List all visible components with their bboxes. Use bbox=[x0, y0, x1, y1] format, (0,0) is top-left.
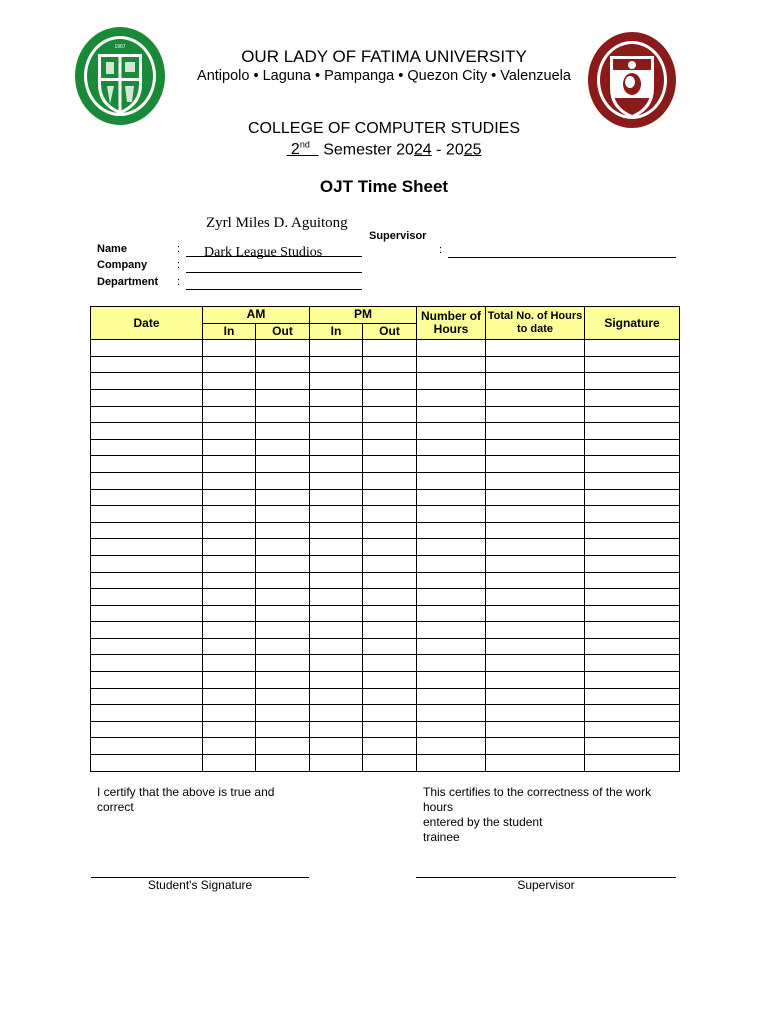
total-hours-cell[interactable] bbox=[486, 389, 585, 406]
table-row bbox=[91, 721, 680, 738]
total-hours-cell[interactable] bbox=[486, 506, 585, 523]
date-cell[interactable] bbox=[91, 605, 203, 622]
time-sheet-table bbox=[90, 306, 680, 772]
am-out-cell[interactable] bbox=[256, 688, 310, 705]
number-of-hours-cell[interactable] bbox=[417, 655, 486, 672]
total-hours-cell[interactable] bbox=[486, 522, 585, 539]
pm-in-cell[interactable] bbox=[310, 688, 363, 705]
student-certification: I certify that the above is true and correct bbox=[97, 785, 275, 814]
pm-in-cell[interactable] bbox=[310, 456, 363, 473]
pm-in-cell[interactable] bbox=[310, 655, 363, 672]
total-hours-cell[interactable] bbox=[486, 738, 585, 755]
number-of-hours-cell[interactable] bbox=[417, 506, 486, 523]
signature-header: Signature bbox=[585, 307, 680, 340]
pm-in-cell[interactable] bbox=[310, 721, 363, 738]
date-cell[interactable] bbox=[91, 622, 203, 639]
am-out-cell[interactable] bbox=[256, 755, 310, 772]
number-of-hours-cell[interactable] bbox=[417, 423, 486, 440]
total-hours-cell[interactable] bbox=[486, 555, 585, 572]
signature-cell[interactable] bbox=[585, 472, 680, 489]
pm-out-cell[interactable] bbox=[363, 672, 417, 689]
company-field-line[interactable] bbox=[186, 272, 362, 273]
date-cell[interactable] bbox=[91, 373, 203, 390]
pm-in-cell[interactable] bbox=[310, 373, 363, 390]
am-in-cell[interactable] bbox=[203, 755, 256, 772]
table-row bbox=[91, 672, 680, 689]
year-separator: - 20 bbox=[431, 141, 464, 159]
pm-in-cell[interactable] bbox=[310, 522, 363, 539]
table-row bbox=[91, 539, 680, 556]
am-in-cell[interactable] bbox=[203, 506, 256, 523]
department-field-line[interactable] bbox=[186, 289, 362, 290]
table-row bbox=[91, 472, 680, 489]
pm-in-cell[interactable] bbox=[310, 589, 363, 606]
pm-out-cell[interactable] bbox=[363, 539, 417, 556]
am-out-cell[interactable] bbox=[256, 472, 310, 489]
supervisor-signature-label: Supervisor bbox=[517, 878, 575, 892]
seal-year: 1967 bbox=[114, 44, 126, 50]
am-out-header: Out bbox=[256, 323, 310, 340]
am-in-header: In bbox=[203, 323, 256, 340]
pm-in-cell[interactable] bbox=[310, 539, 363, 556]
number-of-hours-cell[interactable] bbox=[417, 373, 486, 390]
pm-out-cell[interactable] bbox=[363, 721, 417, 738]
am-in-cell[interactable] bbox=[203, 539, 256, 556]
pm-in-cell[interactable] bbox=[310, 472, 363, 489]
am-in-cell[interactable] bbox=[203, 622, 256, 639]
pm-in-cell[interactable] bbox=[310, 423, 363, 440]
am-in-cell[interactable] bbox=[203, 373, 256, 390]
table-row bbox=[91, 705, 680, 722]
am-out-cell[interactable] bbox=[256, 389, 310, 406]
signature-cell[interactable] bbox=[585, 755, 680, 772]
am-in-cell[interactable] bbox=[203, 555, 256, 572]
date-cell[interactable] bbox=[91, 688, 203, 705]
date-cell[interactable] bbox=[91, 389, 203, 406]
pm-out-cell[interactable] bbox=[363, 738, 417, 755]
table-row bbox=[91, 373, 680, 390]
table-row bbox=[91, 738, 680, 755]
signature-cell[interactable] bbox=[585, 622, 680, 639]
supervisor-certification bbox=[423, 785, 668, 845]
am-in-cell[interactable] bbox=[203, 522, 256, 539]
date-cell[interactable] bbox=[91, 672, 203, 689]
pm-out-cell[interactable] bbox=[363, 489, 417, 506]
pm-out-cell[interactable] bbox=[363, 522, 417, 539]
table-row bbox=[91, 622, 680, 639]
date-cell[interactable] bbox=[91, 589, 203, 606]
am-in-cell[interactable] bbox=[203, 605, 256, 622]
table-row bbox=[91, 389, 680, 406]
pm-in-cell[interactable] bbox=[310, 755, 363, 772]
date-cell[interactable] bbox=[91, 506, 203, 523]
pm-in-cell[interactable] bbox=[310, 340, 363, 357]
pm-out-cell[interactable] bbox=[363, 456, 417, 473]
total-hours-cell[interactable] bbox=[486, 356, 585, 373]
pm-out-cell[interactable] bbox=[363, 389, 417, 406]
pm-out-cell[interactable] bbox=[363, 655, 417, 672]
pm-in-cell[interactable] bbox=[310, 672, 363, 689]
total-hours-cell[interactable] bbox=[486, 672, 585, 689]
table-row bbox=[91, 589, 680, 606]
total-hours-cell[interactable] bbox=[486, 340, 585, 357]
table-row bbox=[91, 755, 680, 772]
pm-out-cell[interactable] bbox=[363, 622, 417, 639]
pm-out-cell[interactable] bbox=[363, 755, 417, 772]
table-row bbox=[91, 572, 680, 589]
pm-out-cell[interactable] bbox=[363, 605, 417, 622]
am-out-cell[interactable] bbox=[256, 721, 310, 738]
name-field-line[interactable] bbox=[186, 256, 362, 257]
number-of-hours-cell[interactable] bbox=[417, 589, 486, 606]
date-cell[interactable] bbox=[91, 340, 203, 357]
table-row bbox=[91, 439, 680, 456]
table-row bbox=[91, 489, 680, 506]
pm-out-cell[interactable] bbox=[363, 555, 417, 572]
date-cell[interactable] bbox=[91, 539, 203, 556]
pm-out-cell[interactable] bbox=[363, 356, 417, 373]
am-in-cell[interactable] bbox=[203, 356, 256, 373]
pm-in-cell[interactable] bbox=[310, 389, 363, 406]
pm-in-cell[interactable] bbox=[310, 356, 363, 373]
am-in-cell[interactable] bbox=[203, 489, 256, 506]
supervisor-label: Supervisor bbox=[369, 230, 427, 242]
page-title: OJT Time Sheet bbox=[319, 177, 449, 196]
department-label: Department bbox=[97, 276, 159, 288]
pm-out-header: Out bbox=[363, 323, 417, 340]
table-row bbox=[91, 340, 680, 357]
pm-in-cell[interactable] bbox=[310, 572, 363, 589]
table-row bbox=[91, 522, 680, 539]
student-signature-label: Student's Signature bbox=[147, 878, 253, 892]
signature-cell[interactable] bbox=[585, 705, 680, 722]
am-out-cell[interactable] bbox=[256, 439, 310, 456]
company-value: Dark League Studios bbox=[204, 245, 323, 260]
campus-list: Antipolo • Laguna • Pampanga • Quezon City • Valenzuela bbox=[197, 68, 571, 84]
number-of-hours-cell[interactable] bbox=[417, 755, 486, 772]
am-in-cell[interactable] bbox=[203, 738, 256, 755]
am-in-cell[interactable] bbox=[203, 406, 256, 423]
table-row bbox=[91, 555, 680, 572]
am-in-cell[interactable] bbox=[203, 672, 256, 689]
total-hours-cell[interactable] bbox=[486, 539, 585, 556]
am-out-cell[interactable] bbox=[256, 373, 310, 390]
total-hours-header: Total No. of Hours to date bbox=[486, 307, 585, 340]
total-hours-cell[interactable] bbox=[486, 589, 585, 606]
total-hours-cell[interactable] bbox=[486, 406, 585, 423]
number-of-hours-cell[interactable] bbox=[417, 738, 486, 755]
signature-cell[interactable] bbox=[585, 555, 680, 572]
table-row bbox=[91, 655, 680, 672]
table-row bbox=[91, 456, 680, 473]
university-name: OUR LADY OF FATIMA UNIVERSITY bbox=[241, 47, 527, 66]
pm-in-cell[interactable] bbox=[310, 506, 363, 523]
number-of-hours-cell[interactable] bbox=[417, 539, 486, 556]
signature-cell[interactable] bbox=[585, 456, 680, 473]
year-start: 24 bbox=[413, 141, 432, 159]
am-out-cell[interactable] bbox=[256, 506, 310, 523]
table-row bbox=[91, 423, 680, 440]
number-of-hours-cell[interactable] bbox=[417, 356, 486, 373]
signature-cell[interactable] bbox=[585, 489, 680, 506]
signature-cell[interactable] bbox=[585, 572, 680, 589]
date-cell[interactable] bbox=[91, 439, 203, 456]
college-name: COLLEGE OF COMPUTER STUDIES bbox=[247, 120, 521, 137]
pm-in-cell[interactable] bbox=[310, 605, 363, 622]
am-in-cell[interactable] bbox=[203, 423, 256, 440]
date-cell[interactable] bbox=[91, 423, 203, 440]
number-of-hours-cell[interactable] bbox=[417, 605, 486, 622]
am-out-cell[interactable] bbox=[256, 655, 310, 672]
am-out-cell[interactable] bbox=[256, 572, 310, 589]
number-of-hours-cell[interactable] bbox=[417, 555, 486, 572]
semester-line bbox=[0, 140, 768, 159]
pm-out-cell[interactable] bbox=[363, 406, 417, 423]
date-cell[interactable] bbox=[91, 472, 203, 489]
number-of-hours-cell[interactable] bbox=[417, 721, 486, 738]
am-out-cell[interactable] bbox=[256, 539, 310, 556]
pm-in-cell[interactable] bbox=[310, 738, 363, 755]
semester-word: Semester 20 bbox=[323, 141, 414, 159]
number-of-hours-cell[interactable] bbox=[417, 340, 486, 357]
am-in-cell[interactable] bbox=[203, 638, 256, 655]
am-out-cell[interactable] bbox=[256, 605, 310, 622]
am-out-cell[interactable] bbox=[256, 738, 310, 755]
pm-out-cell[interactable] bbox=[363, 340, 417, 357]
date-cell[interactable] bbox=[91, 755, 203, 772]
number-of-hours-cell[interactable] bbox=[417, 439, 486, 456]
signature-cell[interactable] bbox=[585, 672, 680, 689]
number-of-hours-cell[interactable] bbox=[417, 456, 486, 473]
table-row bbox=[91, 605, 680, 622]
am-in-cell[interactable] bbox=[203, 472, 256, 489]
signature-cell[interactable] bbox=[585, 539, 680, 556]
am-in-cell[interactable] bbox=[203, 688, 256, 705]
signature-cell[interactable] bbox=[585, 522, 680, 539]
date-header: Date bbox=[91, 307, 203, 340]
date-cell[interactable] bbox=[91, 738, 203, 755]
total-hours-cell[interactable] bbox=[486, 439, 585, 456]
pm-out-cell[interactable] bbox=[363, 423, 417, 440]
table-row bbox=[91, 356, 680, 373]
total-hours-cell[interactable] bbox=[486, 721, 585, 738]
number-of-hours-cell[interactable] bbox=[417, 489, 486, 506]
signature-cell[interactable] bbox=[585, 423, 680, 440]
table-row bbox=[91, 406, 680, 423]
signature-cell[interactable] bbox=[585, 439, 680, 456]
total-hours-cell[interactable] bbox=[486, 572, 585, 589]
total-hours-cell[interactable] bbox=[486, 373, 585, 390]
pm-in-cell[interactable] bbox=[310, 705, 363, 722]
pm-in-cell[interactable] bbox=[310, 638, 363, 655]
signature-cell[interactable] bbox=[585, 340, 680, 357]
am-in-cell[interactable] bbox=[203, 456, 256, 473]
am-out-cell[interactable] bbox=[256, 489, 310, 506]
table-row bbox=[91, 506, 680, 523]
am-header: AM bbox=[203, 307, 310, 324]
table-row bbox=[91, 638, 680, 655]
signature-cell[interactable] bbox=[585, 506, 680, 523]
date-cell[interactable] bbox=[91, 572, 203, 589]
total-hours-cell[interactable] bbox=[486, 472, 585, 489]
name-colon: : bbox=[177, 243, 181, 255]
pm-out-cell[interactable] bbox=[363, 373, 417, 390]
name-label: Name bbox=[97, 243, 127, 255]
am-out-cell[interactable] bbox=[256, 340, 310, 357]
am-in-cell[interactable] bbox=[203, 589, 256, 606]
table-row bbox=[91, 688, 680, 705]
am-out-cell[interactable] bbox=[256, 555, 310, 572]
am-out-cell[interactable] bbox=[256, 406, 310, 423]
number-of-hours-cell[interactable] bbox=[417, 622, 486, 639]
total-hours-cell[interactable] bbox=[486, 605, 585, 622]
pm-in-cell[interactable] bbox=[310, 439, 363, 456]
am-in-cell[interactable] bbox=[203, 705, 256, 722]
total-hours-cell[interactable] bbox=[486, 655, 585, 672]
am-out-cell[interactable] bbox=[256, 423, 310, 440]
date-cell[interactable] bbox=[91, 638, 203, 655]
year-end: 25 bbox=[463, 141, 482, 159]
signature-cell[interactable] bbox=[585, 373, 680, 390]
am-out-cell[interactable] bbox=[256, 638, 310, 655]
pm-out-cell[interactable] bbox=[363, 589, 417, 606]
total-hours-cell[interactable] bbox=[486, 456, 585, 473]
am-in-cell[interactable] bbox=[203, 389, 256, 406]
am-out-cell[interactable] bbox=[256, 672, 310, 689]
date-cell[interactable] bbox=[91, 555, 203, 572]
number-of-hours-cell[interactable] bbox=[417, 406, 486, 423]
company-colon: : bbox=[177, 259, 181, 271]
total-hours-cell[interactable] bbox=[486, 489, 585, 506]
am-out-cell[interactable] bbox=[256, 522, 310, 539]
pm-out-cell[interactable] bbox=[363, 439, 417, 456]
date-cell[interactable] bbox=[91, 489, 203, 506]
date-cell[interactable] bbox=[91, 406, 203, 423]
signature-cell[interactable] bbox=[585, 721, 680, 738]
signature-cell[interactable] bbox=[585, 605, 680, 622]
am-out-cell[interactable] bbox=[256, 589, 310, 606]
am-out-cell[interactable] bbox=[256, 356, 310, 373]
date-cell[interactable] bbox=[91, 456, 203, 473]
time-sheet-body bbox=[91, 340, 680, 771]
pm-out-cell[interactable] bbox=[363, 638, 417, 655]
pm-in-cell[interactable] bbox=[310, 622, 363, 639]
date-cell[interactable] bbox=[91, 522, 203, 539]
number-of-hours-cell[interactable] bbox=[417, 688, 486, 705]
signature-cell[interactable] bbox=[585, 356, 680, 373]
pm-out-cell[interactable] bbox=[363, 572, 417, 589]
am-in-cell[interactable] bbox=[203, 439, 256, 456]
semester-suffix: nd bbox=[299, 140, 310, 150]
pm-in-cell[interactable] bbox=[310, 406, 363, 423]
signature-cell[interactable] bbox=[585, 688, 680, 705]
pm-header: PM bbox=[310, 307, 417, 324]
pm-out-cell[interactable] bbox=[363, 472, 417, 489]
total-hours-cell[interactable] bbox=[486, 638, 585, 655]
semester-number: 2 bbox=[290, 141, 300, 159]
number-of-hours-cell[interactable] bbox=[417, 522, 486, 539]
signature-cell[interactable] bbox=[585, 389, 680, 406]
am-in-cell[interactable] bbox=[203, 655, 256, 672]
supervisor-colon: : bbox=[439, 244, 443, 256]
total-hours-cell[interactable] bbox=[486, 423, 585, 440]
pm-in-cell[interactable] bbox=[310, 489, 363, 506]
pm-out-cell[interactable] bbox=[363, 688, 417, 705]
date-cell[interactable] bbox=[91, 655, 203, 672]
pm-in-header: In bbox=[310, 323, 363, 340]
pm-out-cell[interactable] bbox=[363, 506, 417, 523]
total-hours-cell[interactable] bbox=[486, 705, 585, 722]
am-out-cell[interactable] bbox=[256, 622, 310, 639]
number-of-hours-cell[interactable] bbox=[417, 572, 486, 589]
supervisor-field-line[interactable] bbox=[448, 257, 676, 258]
number-of-hours-cell[interactable] bbox=[417, 389, 486, 406]
company-label: Company bbox=[97, 259, 148, 271]
date-cell[interactable] bbox=[91, 705, 203, 722]
department-colon: : bbox=[177, 276, 181, 288]
am-out-cell[interactable] bbox=[256, 456, 310, 473]
signature-cell[interactable] bbox=[585, 638, 680, 655]
am-in-cell[interactable] bbox=[203, 340, 256, 357]
total-hours-cell[interactable] bbox=[486, 755, 585, 772]
pm-in-cell[interactable] bbox=[310, 555, 363, 572]
am-in-cell[interactable] bbox=[203, 572, 256, 589]
signature-cell[interactable] bbox=[585, 738, 680, 755]
number-of-hours-cell[interactable] bbox=[417, 472, 486, 489]
total-hours-cell[interactable] bbox=[486, 688, 585, 705]
supervisor-certification-line-2: entered by the student trainee bbox=[423, 815, 543, 844]
number-of-hours-cell[interactable] bbox=[417, 705, 486, 722]
name-value: Zyrl Miles D. Aguitong bbox=[206, 215, 348, 231]
signature-cell[interactable] bbox=[585, 406, 680, 423]
number-of-hours-cell[interactable] bbox=[417, 672, 486, 689]
am-in-cell[interactable] bbox=[203, 721, 256, 738]
supervisor-certification-line-1: This certifies to the correctness of the work hours bbox=[423, 785, 652, 814]
date-cell[interactable] bbox=[91, 356, 203, 373]
number-of-hours-cell[interactable] bbox=[417, 638, 486, 655]
signature-cell[interactable] bbox=[585, 655, 680, 672]
total-hours-cell[interactable] bbox=[486, 622, 585, 639]
am-out-cell[interactable] bbox=[256, 705, 310, 722]
number-of-hours-header: Number of Hours bbox=[417, 307, 486, 340]
date-cell[interactable] bbox=[91, 721, 203, 738]
signature-cell[interactable] bbox=[585, 589, 680, 606]
pm-out-cell[interactable] bbox=[363, 705, 417, 722]
